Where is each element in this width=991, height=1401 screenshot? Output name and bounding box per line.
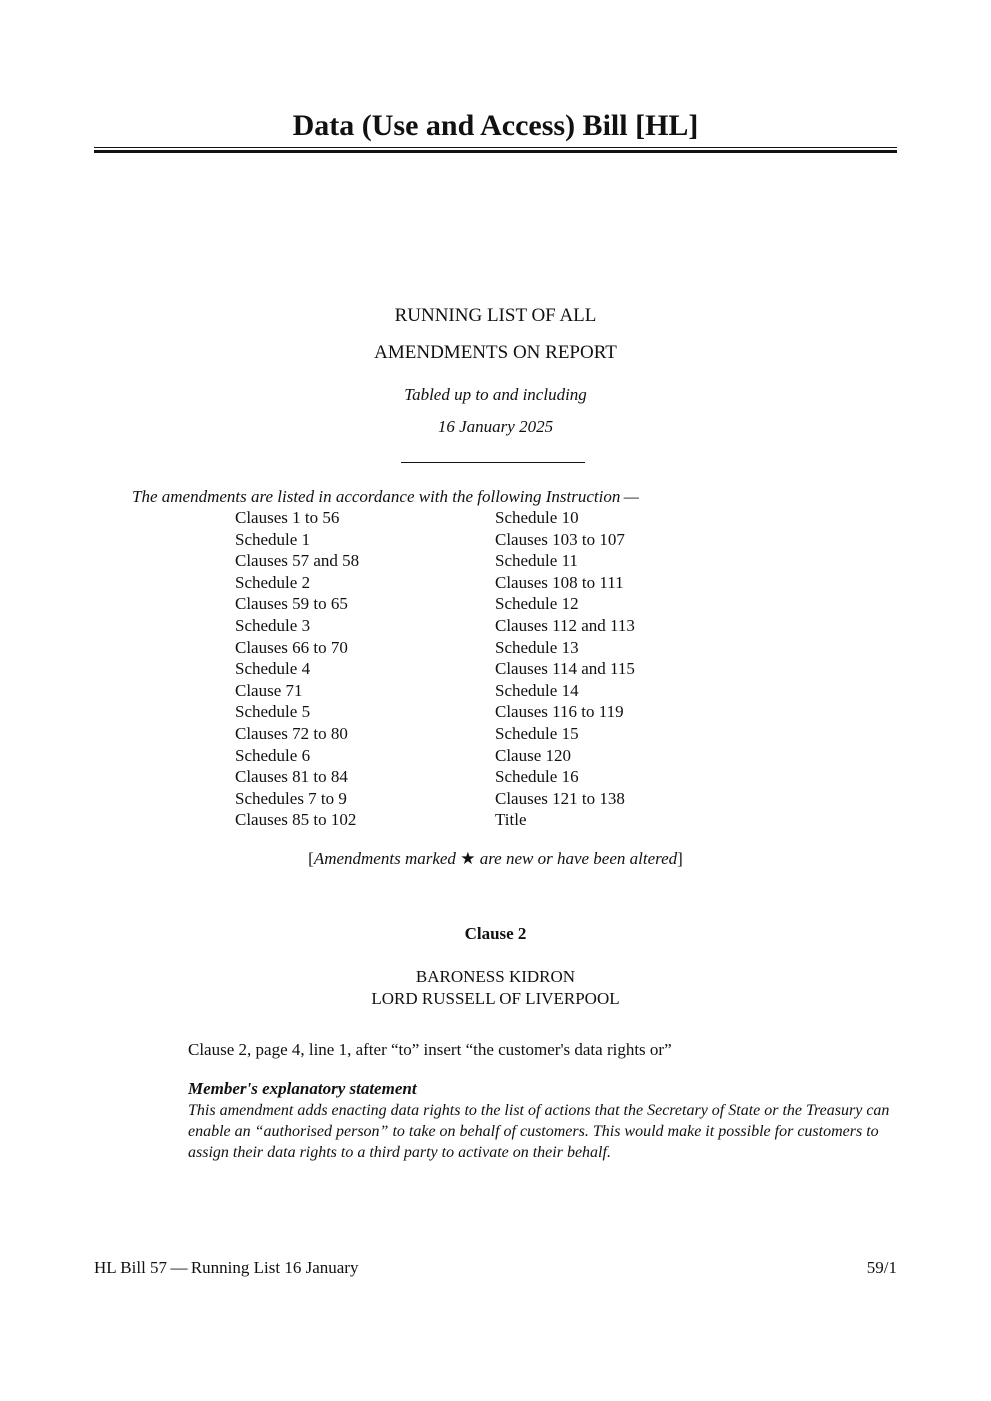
instruction-text: The amendments are listed in accordance with the following Instruction —: [132, 487, 639, 506]
note-open-bracket: [: [308, 849, 314, 868]
order-item: Schedule 6: [235, 745, 311, 765]
clause-heading: Clause 2: [464, 924, 527, 943]
order-item: Schedule 10: [495, 508, 579, 527]
order-item: Clauses 108 to 111: [495, 572, 624, 592]
order-item: Clauses 112 and 113: [495, 615, 635, 635]
order-item: Schedule 16: [495, 767, 579, 787]
page-title: Data (Use and Access) Bill [HL]: [292, 109, 699, 142]
order-item: Clauses 57 and 58: [235, 551, 360, 571]
order-item: Clauses 121 to 138: [495, 788, 625, 808]
order-item: Schedule 1: [235, 529, 311, 549]
amendment-text: Clause 2, page 4, line 1, after “to” insert “the customer's data rights or”: [188, 1040, 672, 1059]
order-item: Clauses 66 to 70: [235, 637, 348, 657]
order-item: Clauses 1 to 56: [235, 508, 340, 527]
order-item: Clause 71: [235, 680, 303, 700]
tabled-label: Tabled up to and including: [404, 385, 587, 404]
order-item: Title: [495, 810, 527, 830]
order-item: Schedule 3: [235, 615, 311, 635]
footer-bill-reference: HL Bill 57 — Running List 16 January: [94, 1258, 359, 1277]
order-item: Clauses 85 to 102: [235, 810, 357, 830]
tabled-date: 16 January 2025: [437, 417, 554, 436]
order-item: Clauses 59 to 65: [235, 594, 348, 614]
order-item: Schedule 13: [495, 637, 579, 657]
order-item: Schedule 2: [235, 572, 311, 592]
sponsor-name: LORD RUSSELL OF LIVERPOOL: [371, 989, 620, 1008]
cover-heading-line-1: RUNNING LIST OF ALL: [394, 305, 597, 326]
order-list-right-column: [495, 507, 635, 831]
order-item: Schedule 5: [235, 702, 311, 722]
footer-page-number: 59/1: [866, 1258, 897, 1277]
order-item: Schedule 14: [495, 680, 579, 700]
order-item: Clauses 114 and 115: [495, 659, 635, 679]
cover-heading-line-2: AMENDMENTS ON REPORT: [374, 342, 617, 363]
star-icon: ★: [460, 849, 476, 868]
order-item: Clauses 72 to 80: [235, 723, 348, 743]
order-item: Schedule 12: [495, 594, 579, 614]
order-item: Clauses 116 to 119: [495, 702, 624, 722]
note-text-after: are new or have been altered: [475, 849, 678, 868]
order-item: Clauses 81 to 84: [235, 767, 348, 787]
altered-amendments-note: [0, 848, 991, 870]
note-close-bracket: ]: [677, 849, 683, 868]
explanatory-statement-body: This amendment adds enacting data rights to the list of actions that the Secretary of State or the Treasury can enable an “authorised person” to take on behalf of customers. This would make it possible for customers to assign their data rights to a third party to activate on their behalf.: [188, 1102, 890, 1161]
order-item: Schedule 15: [495, 723, 579, 743]
order-list-left-column: [235, 507, 359, 831]
section-divider: [401, 462, 585, 463]
order-item: Schedule 11: [495, 551, 578, 571]
explanatory-statement-label: Member's explanatory statement: [188, 1079, 417, 1098]
note-text-before: Amendments marked: [313, 849, 461, 868]
sponsor-name: BARONESS KIDRON: [415, 967, 576, 986]
order-item: Clause 120: [495, 745, 572, 765]
title-double-rule: [94, 147, 897, 153]
order-item: Clauses 103 to 107: [495, 529, 625, 549]
order-item: Schedules 7 to 9: [235, 788, 347, 808]
order-item: Schedule 4: [235, 659, 311, 679]
